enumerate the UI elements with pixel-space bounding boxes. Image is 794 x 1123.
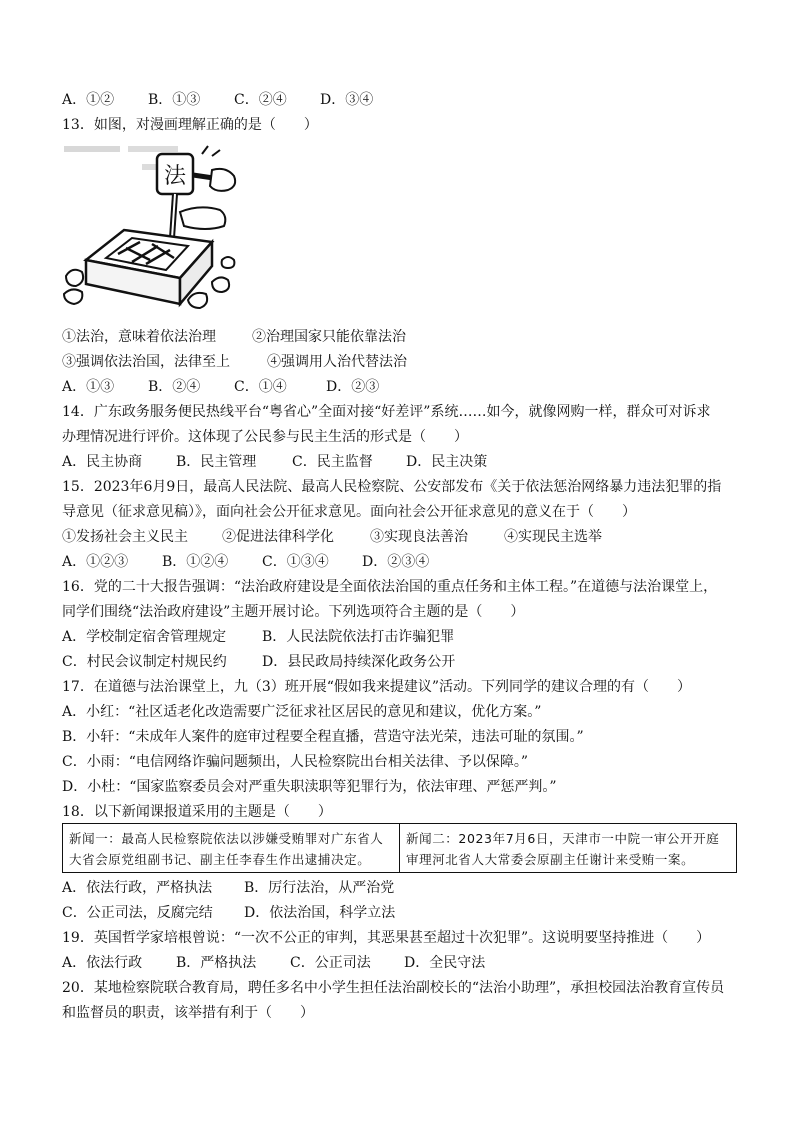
q18-options-row1 — [62, 877, 394, 899]
q16-stem-line1: 16．党的二十大报告强调：“法治政府建设是全面依法治国的重点任务和主体工程。”在道德与法治课堂上， — [62, 579, 718, 595]
q13-statements-row1 — [62, 326, 406, 348]
q12-option-d: D．③④ — [320, 92, 374, 108]
q14-option-c: C．民主监督 — [292, 454, 373, 470]
q13-statement-2: ②治理国家只能依靠法治 — [252, 329, 406, 345]
news-item-2: 新闻二：2023年7月6日，天津市一中院一审公开开庭审理河北省人大常委会原副主任谢计来受贿一案。 — [399, 824, 736, 872]
q16-option-c: C．村民会议制定村规民约 — [62, 654, 227, 670]
q13-option-a: A．①③ — [62, 379, 115, 395]
q19-options — [62, 952, 485, 974]
q15-stem-line2: 导意见（征求意见稿）》，面向社会公开征求意见。面向社会公开征求意见的意义在于（ ） — [62, 504, 636, 520]
q14-stem-line1: 14．广东政务服务便民热线平台“粤省心”全面对接“好差评”系统……如今，就像网购一样，群众可对诉求 — [62, 404, 711, 420]
q15-statements — [62, 526, 602, 548]
q18-option-d: D．依法治国，科学立法 — [244, 905, 396, 921]
q14-stem-line2: 办理情况进行评价。这体现了公民参与民主生活的形式是（ ） — [62, 429, 468, 445]
q15-option-c: C．①③④ — [262, 554, 329, 570]
q13-option-b: B．②④ — [148, 379, 201, 395]
q15-options — [62, 551, 429, 573]
q15-statement-4: ④实现民主选举 — [504, 529, 602, 545]
q17-option-b: B．小轩：“未成年人案件的庭审过程要全程直播，营造守法光荣，违法可耻的氛围。” — [62, 729, 584, 745]
q20-stem-line2: 和监督员的职责，该举措有利于（ ） — [62, 1005, 314, 1021]
q13-statements-row2 — [62, 351, 407, 373]
q14-option-d: D．民主决策 — [406, 454, 488, 470]
q17-stem: 17．在道德与法治课堂上，九（3）班开展“假如我来提建议”活动。下列同学的建议合理的有（ ） — [62, 679, 692, 695]
q16-option-d: D．县民政局持续深化政务公开 — [262, 654, 456, 670]
hammer-label: 法 — [163, 164, 187, 189]
q15-stem-line1: 15．2023年6月9日，最高人民法院、最高人民检察院、公安部发布《关于依法惩治网络暴力违法犯罪的指 — [62, 479, 722, 495]
q12-option-b: B．①③ — [148, 92, 201, 108]
q14-option-a: A．民主协商 — [62, 454, 143, 470]
q12-option-c: C．②④ — [234, 92, 287, 108]
q18-option-b: B．厉行法治，从严治党 — [244, 880, 395, 896]
q17-option-c: C．小雨：“电信网络诈骗问题频出，人民检察院出台相关法律、予以保障。” — [62, 754, 529, 770]
q19-option-b: B．严格执法 — [176, 955, 257, 971]
q19-option-d: D．全民守法 — [404, 955, 486, 971]
q13-statement-1: ①法治，意味着依法治理 — [62, 329, 216, 345]
news-item-1: 新闻一：最高人民检察院依法以涉嫌受贿罪对广东省人大省会原党组副书记、副主任李春生作出逮捕决定。 — [69, 831, 384, 867]
q15-option-b: B．①②④ — [162, 554, 229, 570]
q13-options — [62, 376, 379, 398]
q13-option-d: D．②③ — [326, 379, 380, 395]
q16-options-row1 — [62, 626, 454, 648]
q16-option-a: A．学校制定宿舍管理规定 — [62, 629, 227, 645]
q16-options-row2 — [62, 651, 455, 673]
q15-option-a: A．①②③ — [62, 554, 129, 570]
q20-stem-line1: 20．某地检察院联合教育局，聘任多名中小学生担任法治副校长的“法治小助理”，承担校园法治教育宣传员 — [62, 980, 725, 996]
q15-statement-2: ②促进法律科学化 — [222, 529, 334, 545]
q15-option-d: D．②③④ — [362, 554, 430, 570]
q16-option-b: B．人民法院依法打击诈骗犯罪 — [262, 629, 455, 645]
q12-options — [62, 89, 373, 111]
q17-option-a: A．小红：“社区适老化改造需要广泛征求社区居民的意见和建议，优化方案。” — [62, 704, 542, 720]
q18-option-c: C．公正司法，反腐完结 — [62, 905, 213, 921]
q13-option-c: C．①④ — [234, 379, 287, 395]
q16-stem-line2: 同学们围绕“法治政府建设”主题开展讨论。下列选项符合主题的是（ ） — [62, 604, 525, 620]
q12-option-a: A．①② — [62, 92, 115, 108]
q19-option-a: A．依法行政 — [62, 955, 143, 971]
q13-stem: 13．如图，对漫画理解正确的是（ ） — [62, 117, 318, 133]
q19-option-c: C．公正司法 — [290, 955, 371, 971]
q18-option-a: A．依法行政，严格执法 — [62, 880, 213, 896]
q15-statement-3: ③实现良法善治 — [370, 529, 468, 545]
q14-option-b: B．民主管理 — [176, 454, 257, 470]
q15-statement-1: ①发扬社会主义民主 — [62, 529, 188, 545]
q18-stem: 18．以下新闻课报道采用的主题是（ ） — [62, 804, 332, 820]
q13-statement-4: ④强调用人治代替法治 — [267, 354, 407, 370]
q19-stem: 19．英国哲学家培根曾说：“一次不公正的审判，其恶果甚至超过十次犯罪”。这说明要坚持推进（ ） — [62, 930, 711, 946]
q18-options-row2 — [62, 902, 395, 924]
q13-statement-3: ③强调依法治国，法律至上 — [62, 354, 230, 370]
q14-options — [62, 451, 487, 473]
cartoon-illustration — [62, 142, 242, 317]
news-table — [62, 823, 737, 873]
q17-option-d: D．小杜：“国家监察委员会对严重失职渎职等犯罪行为，依法审理、严惩严判。” — [62, 779, 557, 795]
